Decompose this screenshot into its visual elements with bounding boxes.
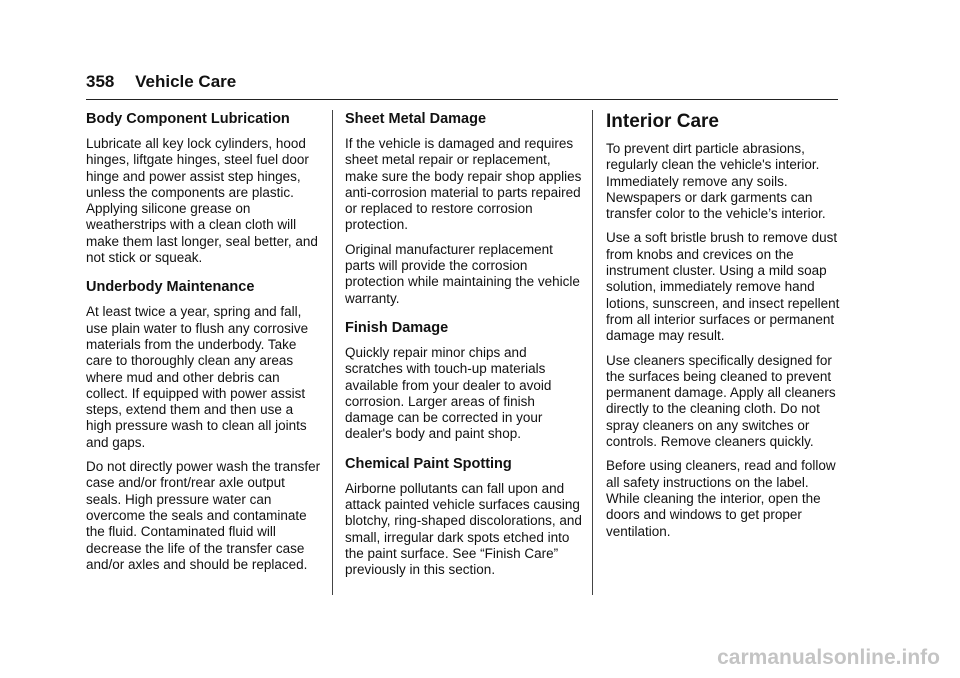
column-3 [606,110,846,548]
paragraph-interior-3: Use cleaners specifically designed for the surfaces being cleaned to prevent permanent damage. Apply all cleaners directly to the cleaning cloth. Do not spray cleaners on any switches or controls. Remove cleaners quickly. [606,352,836,450]
heading-underbody: Underbody Maintenance [86,279,255,296]
column-2 [345,110,585,587]
paragraph-chemical-spotting: Airborne pollutants can fall upon and attack painted vehicle surfaces causing blotchy, ring-shaped discolorations, and small, irregular dark spots etched into the paint surface. See “Finish Care” previously in this section. [345,480,582,578]
page-header [86,72,236,92]
column-divider-1 [332,110,333,595]
heading-chemical-spotting: Chemical Paint Spotting [345,455,512,472]
paragraph-interior-1: To prevent dirt particle abrasions, regularly clean the vehicle's interior. Immediately remove any soils. Newspapers or dark garments can transfer color to the vehicle’s interior. [606,141,826,222]
paragraph-interior-4: Before using cleaners, read and follow all safety instructions on the label. While cleaning the interior, open the doors and windows to get proper ventilation. [606,458,836,539]
column-divider-2 [592,110,593,595]
heading-sheet-metal: Sheet Metal Damage [345,111,487,127]
column-1 [86,110,322,581]
page-number: 358 [86,72,115,91]
paragraph-sheet-metal-2: Original manufacturer replacement parts will provide the corrosion protection while maintaining the vehicle warranty. [345,241,580,306]
paragraph-underbody-2: Do not directly power wash the transfer case and/or front/rear axle output seals. High pressure water can overcome the seals and contaminate the fluid. Contaminated fluid will decrease the life of the transfer case and/or axles and should be replaced. [86,459,321,572]
section-title: Vehicle Care [135,72,237,91]
heading-interior-care: Interior Care [606,111,719,132]
paragraph-sheet-metal-1: If the vehicle is damaged and requires sheet metal repair or replacement, make sure the body repair shop applies anti-corrosion material to parts repaired or replaced to restore corrosion protection. [345,136,582,233]
header-rule [86,99,838,100]
heading-body-lubrication: Body Component Lubrication [86,111,290,127]
paragraph-body-lubrication: Lubricate all key lock cylinders, hood hinges, liftgate hinges, steel fuel door hinge and power assist step hinges, unless the components are plastic. Applying silicone grease on weatherstrips with a clean cloth will make them last longer, seal better, and not stick or squeak. [86,136,318,266]
paragraph-interior-2: Use a soft bristle brush to remove dust from knobs and crevices on the instrument cluster. Using a mild soap solution, immediately remove hand lotions, sunscreen, and insect repellent from all interior surfaces or permanent damage may result. [606,230,840,344]
paragraph-finish-damage: Quickly repair minor chips and scratches with touch-up materials available from your dealer to avoid corrosion. Larger areas of finish damage can be corrected in your dealer's body and paint shop. [345,344,552,442]
watermark: carmanualsonline.info [717,646,940,669]
heading-finish-damage: Finish Damage [345,319,449,336]
paragraph-underbody-1: At least twice a year, spring and fall, use plain water to flush any corrosive materials from the underbody. Take care to thoroughly clean any areas where mud and other debris can collect. If equipped with power assist steps, extend them and then use a high pressure wash to clean all joints and gaps. [86,304,309,450]
